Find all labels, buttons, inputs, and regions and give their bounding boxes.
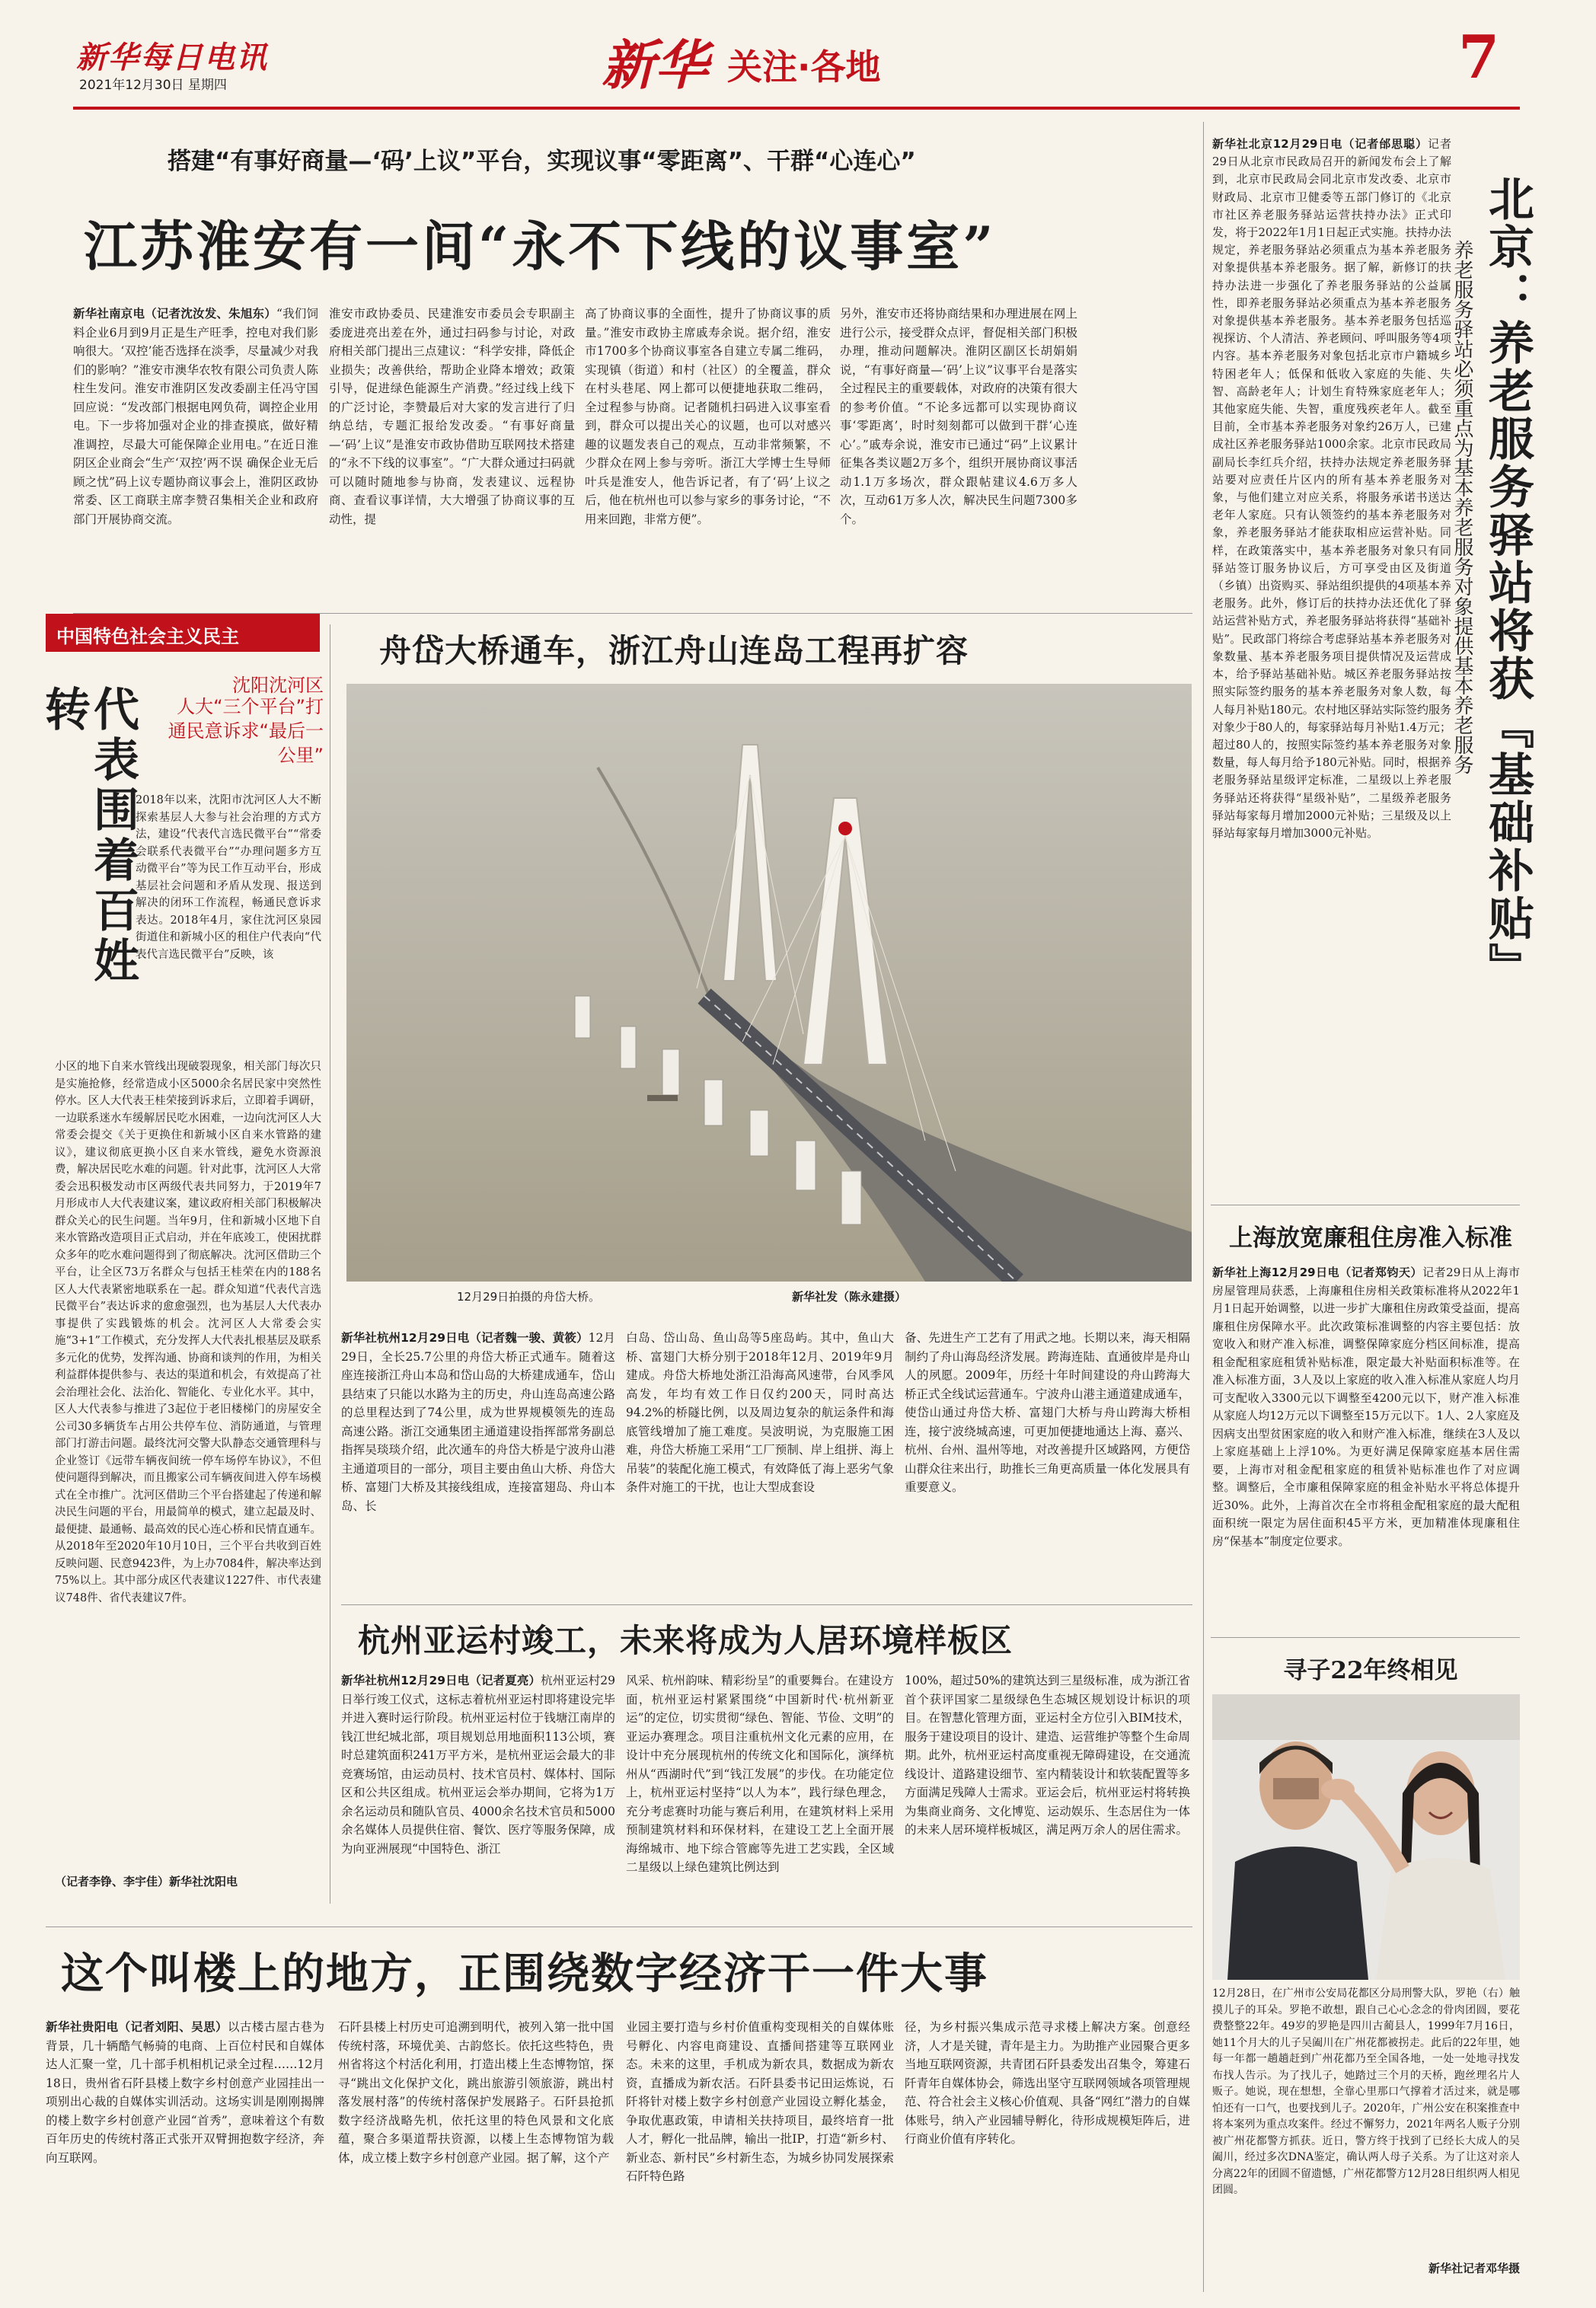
guiyang-col-2: [338, 2018, 614, 2296]
shenyang-body-1: [136, 792, 321, 1055]
guiyang-col3-text: 业园主要打造与乡村价值重构变现相关的自媒体账号孵化、内容电商建设、直播间搭建等互联网业态。未来的这里，手机成为新农具，数据成为新农资，直播成为新农活。石阡县委书记田运炼说，石阡将针对楼上数字乡村创意产业园设立孵化基金，争取优惠政策，申请相关扶持项目，最终培育一批人才，孵化一批品牌，输出一批IP，打造“新乡村、新业态、新村民”乡村新生态，为城乡协同发展探索石阡特色路: [626, 2020, 894, 2183]
guiyang-col4-text: 径，为乡村振兴集成示范寻求楼上解决方案。创意经济，人才是关键，青年是主力。为助推产业园聚合更多当地互联网资源，共青团石阡县委发出召集令，筹建石阡青年自媒体协会，筛选出坚守互联网领域各项管理规范、符合社会主义核心价值观、具备“网红”潜力的自媒体账号，纳入产业园辅导孵化，待形成规模矩阵后，进行商业价值有序转化。: [905, 2020, 1190, 2146]
guiyang-col1-text: 以古楼古屋古巷为背景，几十辆酷气畅骑的电商、上百位村民和自媒体达人汇聚一堂，几十部手机相机记录全过程……12月18日，贵州省石阡县楼上数字乡村创意产业园挂出一项别出心裁的自媒体实训活动。这场实训是刚刚揭牌的楼上数字乡村创意产业园“首秀”，意味着这个有数百年历史的传统村落正式张开双臂拥抱数字经济，奔向互联网。: [46, 2020, 324, 2165]
boat: [647, 1095, 678, 1101]
beijing-body: [1212, 136, 1451, 1195]
huaian-col3-text: 高了协商议事的全面性，提升了协商议事的质量。”淮安市政协主席戚寿余说。据介绍，淮安市1700多个协商议事室各自建立专属二维码，实现镇（街道）和村（社区）的全覆盖，群众在村头巷尾、网上都可以便捷地获取二维码，全过程参与协商。记者随机扫码进入议事室看到，群众可以提出关心的议题，也可以对感兴趣的议题发表自己的观点，互动非常频繁，不少群众在网上参与旁听。浙江大学博士生导师叶兵是淮安人，他告诉记者，有了‘码’上议之后，他在杭州也可以参与家乡的事务讨论，“不用来回跑，非常方便”。: [585, 307, 831, 526]
son-face-blur: [1273, 1778, 1319, 1799]
right-column-divider: [1203, 122, 1204, 2292]
yayuncun-byline: 新华社杭州12月29日电（记者夏亮）: [341, 1674, 541, 1687]
zhoushan-col1-text: 12月29日，全长25.7公里的舟岱大桥正式通车。随着这座连接浙江舟山本岛和岱山岛的大桥建成通车，岱山县结束了只能以水路为主的历史，舟山连岛高速公路的总里程达到了74公里，成为世界规模领先的连岛高速公路。浙江交通集团主通道建设指挥部常务副总指挥吴琰琰介绍，此次通车的舟岱大桥是宁波舟山港主通道项目的一部分，项目主要由鱼山大桥、舟岱大桥、富翅门大桥及其接线组成，连接富翅岛、舟山本岛、长: [341, 1331, 615, 1513]
zhoushan-byline: 新华社杭州12月29日电（记者魏一骏、黄筱）: [341, 1331, 589, 1345]
yayuncun-col-1: [341, 1671, 615, 1923]
huaian-col-2: [329, 305, 575, 605]
yayuncun-col3-text: 100%，超过50%的建筑达到三星级标准，成为浙江省首个获评国家二星级绿色生态城区规划设计标识的项目。在智慧化管理方面，亚运村全方位引入BIM技术，服务于建设项目的设计、建造、运营维护等整个生命周期。此外，杭州亚运村高度重视无障碍建设，在交通流线设计、道路建设细节、室内精装设计和软装配置等多方面满足残障人士需求。亚运会后，杭州亚运村将转换为集商业商务、文化博览、运动娱乐、生态居住为一体的未来人居环境样板城区，满足两万余人的居住需求。: [905, 1674, 1190, 1837]
yayuncun-col-3: [905, 1671, 1190, 1923]
page-number: 7: [1458, 23, 1500, 92]
beijing-byline: 新华社北京12月29日电（记者邰思聪）: [1212, 137, 1428, 151]
guiyang-col-1: [46, 2018, 324, 2296]
huaian-col-4: [840, 305, 1077, 605]
yayuncun-col1-text: 杭州亚运村29日举行竣工仪式，这标志着杭州亚运村即将建设完毕并进入赛时运行阶段。杭州亚运村位于钱塘江南岸的钱江世纪城北部，项目规划总用地面积113公顷，赛时总建筑面积241万平方米，是杭州亚运会最大的非竞赛场馆，由运动员村、技术官员村、媒体村、国际区和公共区组成。杭州亚运会举办期间，它将为1万余名运动员和随队官员、4000余名技术官员和5000余名媒体人员提供住宿、餐饮、医疗等服务保障，成为向亚洲展现“中国特色、浙江: [341, 1674, 615, 1856]
shenyang-byline: （记者李铮、李宇佳）新华社沈阳电: [55, 1875, 238, 1888]
shenyang-subhead: 人大“三个平台”打通民意诉求“最后一公里”: [168, 696, 324, 766]
yayuncun-title: 杭州亚运村竣工，未来将成为人居环境样板区: [358, 1622, 1013, 1659]
zhoushan-col-3: [905, 1329, 1190, 1595]
bridge-pier: [704, 1080, 723, 1125]
shenyang-body2-text: 小区的地下自来水管线出现破裂现象，相关部门每次只是实施抢修，经常造成小区5000余名居民家中突然性停水。区人大代表王桂荣接到诉求后，立即着手调研，一边联系迷水车缓解居民吃水困难，一边向沈河区人大常委会提交《关于更换住和新城小区自来水管路的建议》，建议彻底更换小区自来水管线，避免水资源浪费，解决居民吃水难的问题。针对此事，沈河区人大常委会迅积极发动市区两级代表共同努力，于2019年7月形成市人大代表建议案，建议政府相关部门积极解决群众关心的民生问题。当年9月，住和新城小区地下自来水管路改造项目正式启动，并在年底竣工，使困扰群众多年的吃水难问题得到了彻底解决。沈河区借助三个平台，让全区73万名群众与包括王桂荣在内的188名区人大代表紧密地联系在一起。群众知道“代表代言选民微平台”表达诉求的愈愈强烈，也为基层人大代表办事提供了实践锻炼的机会。沈河区人大常委会实施“3+1”工作模式，充分发挥人大代表扎根基层及联系多元化的优势，发挥沟通、协商和谈判的作用，为相关利益群体提供参与、表达的渠道和机会，有效提高了社会治理社会化、法治化、智能化、专业化水平。其中，区人大代表参与推进了3起位于老旧楼梯门的房屋安全公司30多辆货车占用公共停车位、消防通道，与管理部门打游击问题。最终沈河交警大队静态交通管理科与企业签订《远带车辆夜间统一停车场停车协议》，不但使问题得到解决，而且搬家公司车辆夜间进入停车场模式在全市推广。沈河区借助三个平台搭建起了传递和解决民生问题的平台，用最简单的模式，建立起最及时、最便捷、最通畅、最高效的民心连心桥和民情直通车。从2018年至2020年10月10日，三个平台共收到百姓反映问题、民意9423件，为上办7084件，解决率达到75%以上。其中部分成区代表建议1227件、市代表建议748件、省代表建议7件。: [55, 1061, 321, 1604]
bridge-pier: [575, 996, 590, 1038]
zhoushan-col3-text: 备、先进生产工艺有了用武之地。长期以来，海天相隔制约了舟山海岛经济发展。跨海连陆、直通彼岸是舟山人的夙愿。2009年，历经十年时间建设的舟山跨海大桥正式全线试运营通车。宁波舟山港主通道建成通车，使岱山通过舟岱大桥、富翅门大桥与舟山跨海大桥相连，接宁波绕城高速，可更加便捷地通达上海、嘉兴、杭州、台州、温州等地，对改善提升区域路网，方便岱山群众往来出行，助推长三角更高质量一体化发展具有重要意义。: [905, 1331, 1190, 1494]
huaian-col-1: [73, 305, 318, 556]
guiyang-col-4: [905, 2018, 1190, 2296]
shenyang-title: 代表围着百姓转: [37, 685, 139, 987]
mother-body: [1376, 1858, 1505, 1980]
section-title: 关注·各地: [727, 46, 881, 88]
issue-date: 2021年12月30日 星期四: [79, 78, 227, 93]
son-body: [1227, 1847, 1368, 1980]
bridge-pier: [796, 1141, 816, 1190]
zhoushan-title: 舟岱大桥通车，浙江舟山连岛工程再扩容: [379, 632, 969, 669]
zhoushan-col-2: [626, 1329, 894, 1595]
reunion-photo-svg: [1212, 1694, 1520, 1980]
huaian-byline: 新华社南京电（记者沈汝发、朱旭东）: [73, 307, 276, 321]
shanghai-body-text: 记者29日从上海市房屋管理局获悉，上海廉租住房相关政策标准将从2022年1月1日起开始调整，以进一步扩大廉租住房政策受益面，提高廉租住房保障水平。此次政策标准调整的内容主要包括：放宽收入和财产准入标准，调整保障家庭分档区间标准，提高租金配租家庭租赁补贴标准，限定最大补贴面积标准等。在准入标准方面，3人及以上家庭的收入准入标准从家庭人均月可支配收入3300元以下调整至4200元以下，财产准入标准从家庭人均12万元以下调整至15万元以下。1人、2人家庭及因病支出型贫困家庭的收入和财产准入标准，继续在3人及以上家庭基础上上浮10%。为更好满足保障家庭基本居住需要，上海市对租金配租家庭的租赁补贴标准也作了对应调整。调整后，全市廉租保障家庭的租金补贴水平将总体提升近30%。此外，上海首次在全市将租金配租家庭的最大配租面积统一限定为居住面积45平方米，更加精准体现廉租住房“保基本”制度定位要求。: [1212, 1266, 1520, 1548]
huaian-title: 江苏淮安有一间“永不下线的议事室”: [84, 215, 997, 278]
guiyang-byline: 新华社贵阳电（记者刘阳、吴思）: [46, 2020, 228, 2034]
guiyang-title: 这个叫楼上的地方，正围绕数字经济干一件大事: [61, 1949, 988, 1999]
huaian-col-3: [585, 305, 831, 605]
zhoushan-divider: [341, 1604, 1192, 1605]
background-wall: [1212, 1694, 1520, 1740]
huaian-col4-text: 另外，淮安市还将协商结果和办理进展在网上进行公示，接受群众点评，督促相关部门积极办理，推动问题解决。淮阴区副区长胡娟娟说，“有事好商量—‘码’上议”议事平台是落实全过程民主的重要载体，对政府的决策有很大的参考价值。“不论多远都可以实现协商议事‘零距离’，时时刻刻都可以做到干群‘心连心’。”戚寿余说，淮安市已通过“码”上议累计征集各类议题2万多个，组织开展协商议事活动1.1万多场次，群众跟帖建议4.6万多人次，互动61万多人次，解决民生问题7300多个。: [840, 307, 1077, 526]
huaian-col1-text: “我们饲料企业6月到9月正是生产旺季，控电对我们影响很大。‘双控’能否选择在淡季，尽量减少对我们的影响？”淮安市澳华农牧有限公司负责人陈柱生发问。淮安市淮阴区发改委副主任冯守国回应说：“发改部门根据电网负荷，调控企业用电。下一步将加强对企业的排查摸底，做好精准调控，尽最大可能保障企业用电。”在近日淮阴区企业商会“生产‘双控’两不误 确保企业无后顾之忧”码上议专题协商议事会上，淮阴区政协常委、区工商联主席李赞召集相关企业和政府部门开展协商交流。: [73, 307, 318, 526]
beijing-body-text: 记者29日从北京市民政局召开的新闻发布会上了解到，北京市民政局会同北京市发改委、北京市财政局、北京市卫健委等五部门修订的《北京市社区养老服务驿站运营扶持办法》正式印发，将于2022年1月1日起正式实施。扶持办法规定，养老服务驿站必须重点为基本养老服务对象提供基本养老服务。据了解，新修订的扶持办法进一步强化了养老服务驿站的公益属性，即养老服务驿站必须重点为基本养老服务对象提供基本养老服务。基本养老服务包括巡视探访、个人清洁、养老顾问、呼叫服务等4项内容。基本养老服务对象包括北京市户籍城乡特困老年人；低保和低收入家庭的失能、失智、高龄老年人；计划生育特殊家庭老年人；其他家庭失能、失智，重度残疾老年人。截至目前，全市基本养老服务对象约26万人，已建成社区养老服务驿站1000余家。北京市民政局副局长李红兵介绍，扶持办法规定养老服务驿站要对应责任片区内的所有基本养老服务对象，与他们建立对应关系，将服务承诺书送达老年人家庭。只有认领签约的基本养老服务对象，养老服务驿站才能获取相应运营补贴。同样，在政策落实中，基本养老服务对象只有同驿站签订服务协议后，方可享受由区及街道（乡镇）出资购买、驿站组织提供的4项基本养老服务。此外，修订后的扶持办法还优化了驿站运营补贴方式，养老服务驿站将获得“基础补贴”。民政部门将综合考虑驿站基本养老服务对象数量、基本养老服务项目提供情况及运营成本，给予驿站基础补贴。城区养老服务驿站按照实际签约服务的基本养老服务对象人数，每人每月补贴180元。农村地区驿站实际签约服务对象少于80人的，每家驿站每月补贴1.4万元；超过80人的，按照实际签约基本养老服务对象数量，每人每月给予180元补贴。同时，根据养老服务驿站星级评定标准，二星级以上养老服务驿站还将获得“星级补贴”，二星级养老服务驿站每家每月增加2000元补贴；三星级及以上驿站每家每月增加3000元补贴。: [1212, 137, 1451, 840]
xunzi-photo: [1212, 1694, 1520, 1980]
guiyang-col-3: [626, 2018, 894, 2296]
beijing-subtitle: 养老服务驿站必须重点为基本养老服务对象提供基本养老服务: [1451, 240, 1473, 774]
paper-name: 新华每日电讯: [76, 40, 268, 75]
xunzi-credit: 新华社记者邓华摄: [1428, 2262, 1520, 2275]
xunzi-body: [1212, 1986, 1520, 2252]
shanghai-title: 上海放宽廉租住房准入标准: [1229, 1224, 1512, 1252]
zhoushan-col2-text: 白岛、岱山岛、鱼山岛等5座岛屿。其中，鱼山大桥、富翅门大桥分别于2018年12月、2019年9月建成。舟岱大桥地处浙江沿海高风速带，台风季风高发，年均有效工作日仅约200天，同时高达94.2%的桥隧比例，以及周边复杂的航运条件和海底管线增加了施工难度。吴波明说，为克服施工困难，舟岱大桥施工采用“工厂预制、岸上组拼、海上吊装”的装配化施工模式，有效降低了海上恶劣气象条件对施工的干扰，也让大型成套设: [626, 1331, 894, 1494]
bridge-photo-svg: [346, 684, 1192, 1282]
zhoushan-photo-caption: 12月29日拍摄的舟岱大桥。: [457, 1290, 601, 1304]
shenyang-section-label-text: 中国特色社会主义民主: [56, 626, 239, 647]
shanghai-divider: [1211, 1637, 1520, 1638]
xunzi-body-text: 12月28日，在广州市公安局花都区分局刑警大队，罗艳（右）触摸儿子的耳朵。罗艳不敢想，跟自己心心念念的骨肉团圆，要花费整整22年。49岁的罗艳是四川古蔺县人，1999年7月16日，她11个月大的儿子吴阖川在广州花都被拐走。此后的22年里，她每一年都一趟趟赶到广州花都乃至全国各地，一处一处地寻找发布找人告示。为了找儿子，她踏过三个月的天桥，跑丝理名片人贩子。她说，现在想想，全靠心里那口气撑着才活过来，就是哪怕还有一口气，也要找到儿子。2020年，广州公安在积案推查中将本案列为重点攻案件。经过不懈努力，2021年两名人贩子分别被广州花都警方抓获。近日，警方终于找到了已经长大成人的吴阖川，经过多次DNA鉴定，确认两人母子关系。为了让这对亲人分离22年的团圆不留遗憾，广州花都警方12月28日组织两人相见团圆。: [1212, 1987, 1520, 2196]
bridge-pier: [621, 1026, 636, 1068]
shenyang-dateline: 沈阳沈河区: [232, 675, 324, 696]
masthead: [0, 0, 1596, 107]
bridge-pier: [841, 1171, 861, 1224]
shanghai-body: [1212, 1264, 1520, 1630]
shenyang-body-2: [55, 1058, 321, 1866]
section-logo: 新华: [602, 34, 708, 97]
masthead-rule: [73, 107, 1520, 110]
beijing-title: 北京：养老服务驿站将获『基础补贴』: [1481, 175, 1534, 991]
huaian-kicker: 搭建“有事好商量—‘码’上议”平台，实现议事“零距离”、干群“心连心”: [168, 148, 916, 175]
tower-emblem: [838, 822, 852, 835]
bridge-pier: [750, 1110, 768, 1156]
xunzi-title: 寻子22年终相见: [1283, 1657, 1458, 1684]
huaian-col2-text: 淮安市政协委员、民建淮安市委员会专职副主委庞进亮出差在外，通过扫码参与讨论，对政府相关部门提出三点建议：“科学安排，降低企业损失；改善供给，帮助企业降本增效；政策引导，促进绿色能源生产消费。”经过线上线下的广泛讨论，李赞最后对大家的发言进行了归纳总结，专题汇报给发改委。“有事好商量—‘码’上议”是淮安市政协借助互联网技术搭建的“永不下线的议事室”。“广大群众通过扫码就可以随时随地参与协商，发表建议、远程协商、查看议事详情，大大增强了协商议事的互动性，提: [329, 307, 575, 526]
shanghai-byline: 新华社上海12月29日电（记者郑钧天）: [1212, 1266, 1423, 1279]
zhoushan-col-1: [341, 1329, 615, 1595]
yayuncun-col-2: [626, 1671, 894, 1923]
yayuncun-col2-text: 风采、杭州韵味、精彩纷呈”的重要舞台。在建设方面，杭州亚运村紧紧围绕“中国新时代·杭州新亚运”的定位，切实贯彻“绿色、智能、节俭、文明”的亚运办赛理念。项目注重杭州文化元素的应用，在设计中充分展现杭州的传统文化和国际化，演绎杭州从“西湖时代”到“钱江发展”的步伐。在功能定位上，杭州亚运村坚持“以人为本”，践行绿色理念，充分考虑赛时功能与赛后利用，在建筑材料上采用预制建筑材料和环保材料，在建设工艺上全面开展海绵城市、地下综合管廊等先进工艺实践，全区域二星级以上绿色建筑比例达到: [626, 1674, 894, 1874]
guiyang-col2-text: 石阡县楼上村历史可追溯到明代，被列入第一批中国传统村落，环境优美、古韵悠长。依托这些特色，贵州省将这个村活化利用，打造出楼上生态博物馆，探寻“跳出文化保护文化，跳出旅游引领旅游，跳出村落发展村落”的传统村落保护发展路子。石阡县抢抓数字经济战略先机，依托这里的特色风景和文化底蕴，聚合多渠道帮扶资源，以楼上生态博物馆为载体，成立楼上数字乡村创意产业园。据了解，这个产: [338, 2020, 614, 2165]
bridge-pier: [662, 1049, 679, 1095]
zhoushan-photo-credit: 新华社发（陈永建摄）: [792, 1290, 907, 1304]
zhoushan-photo: [346, 684, 1192, 1282]
shenyang-section-label: [46, 614, 320, 652]
shenyang-body1-text: 2018年以来，沈阳市沈河区人大不断探索基层人大参与社会治理的方式方法，建设“代表代言选民微平台”“常委会联系代表微平台”“办理问题多方互动微平台”等为民工作互动平台，形成基层社会问题和矛盾从发现、报送到解决的闭环工作流程，畅通民意诉求表达。2018年4月，家住沈河区泉园街道住和新城小区的租住户代表向“代表代言选民微平台”反映，该: [136, 794, 321, 961]
